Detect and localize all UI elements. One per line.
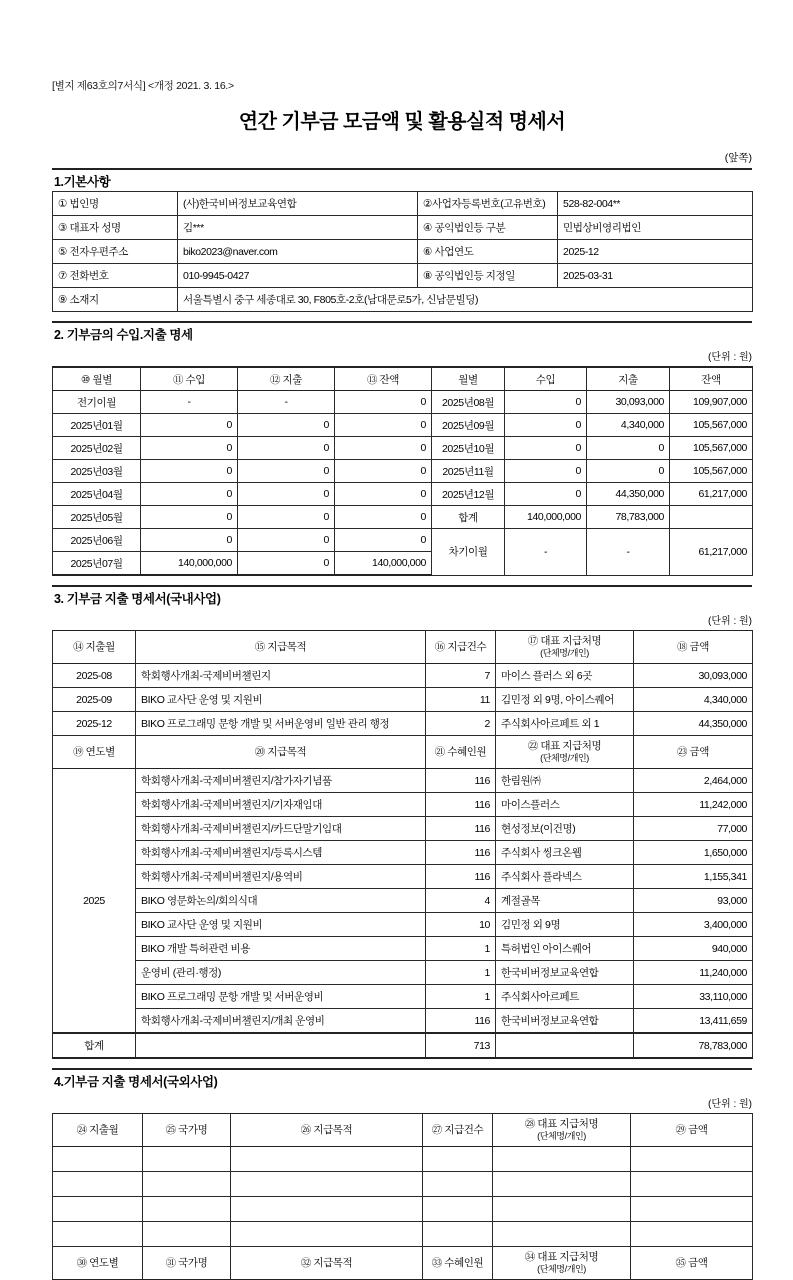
cell-balance: 0 (335, 506, 432, 529)
col-payment-purpose: ⑮ 지급목적 (136, 631, 426, 664)
table-row (53, 1197, 753, 1222)
cell-balance: 0 (335, 414, 432, 437)
cell-expense: 0 (238, 460, 335, 483)
cell-country-name[interactable] (143, 1147, 231, 1172)
col-expense-month: ⑭ 지출월 (53, 631, 136, 664)
table-row (53, 712, 753, 736)
cell-total-income: 140,000,000 (505, 506, 587, 529)
col-income-left: ⑪ 수입 (141, 367, 238, 391)
table-row (53, 414, 753, 437)
table-row (53, 1009, 753, 1034)
section-2-title: 2. 기부금의 수입.지출 명세 (52, 321, 752, 344)
col-payment-purpose: ㉖ 지급목적 (231, 1114, 423, 1147)
cell-payment-purpose: BIKO 교사단 운영 및 지원비 (136, 913, 426, 937)
cell-balance: 0 (335, 483, 432, 506)
cell-payee-name: 한국비버정보교육연합 (496, 961, 634, 985)
cell-payment-purpose: 학회행사개최-국제비버챌린지/참가자기념품 (136, 769, 426, 793)
cell-income: 0 (505, 460, 587, 483)
cell-payment-purpose: BIKO 프로그래밍 문항 개발 및 서버운영비 (136, 985, 426, 1009)
table-row (53, 769, 753, 793)
cell-month: 2025년10월 (432, 437, 505, 460)
cell-payment-purpose: 학회행사개최-국제비버챌린지/등록시스템 (136, 841, 426, 865)
cell-income: 0 (505, 414, 587, 437)
table-row (53, 529, 753, 552)
cell-balance: 61,217,000 (670, 483, 753, 506)
cell-carryforward-income: - (505, 529, 587, 576)
col-payee-name-line2: (단체명/개인) (537, 1264, 586, 1274)
table-header-row (53, 367, 753, 391)
cell-amount: 1,155,341 (634, 865, 753, 889)
cell-expense: - (238, 391, 335, 414)
value-business-reg-no[interactable]: 528-82-004** (558, 192, 753, 216)
col-payee-name-line2: (단체명/개인) (537, 1131, 586, 1141)
col-month-right: 월별 (432, 367, 505, 391)
cell-beneficiary-count: 1 (426, 985, 496, 1009)
cell-total-count: 713 (426, 1033, 496, 1058)
col-amount: ㉓ 금액 (634, 736, 753, 769)
table-row (53, 817, 753, 841)
cell-income: 0 (505, 483, 587, 506)
cell-income: 0 (141, 414, 238, 437)
cell-payment-count[interactable] (423, 1172, 493, 1197)
value-address[interactable]: 서울특별시 중구 세종대로 30, F805호-2호(남대문로5가, 신남문빌딩) (178, 288, 753, 312)
donation-inout-table (52, 366, 753, 576)
cell-amount[interactable] (631, 1172, 753, 1197)
value-corporation-name[interactable]: (사)한국비버정보교육연합 (178, 192, 418, 216)
cell-payment-purpose[interactable] (231, 1222, 423, 1247)
cell-balance: 105,567,000 (670, 414, 753, 437)
table-row (53, 216, 753, 240)
table-row (53, 889, 753, 913)
cell-year-label: 2025 (53, 769, 136, 1034)
cell-amount[interactable] (631, 1147, 753, 1172)
cell-expense: 0 (238, 506, 335, 529)
cell-income: 0 (505, 391, 587, 414)
cell-country-name[interactable] (143, 1222, 231, 1247)
col-payment-count: ㉗ 지급건수 (423, 1114, 493, 1147)
cell-payment-purpose: 학회행사개최-국제비버챌린지/개최 운영비 (136, 1009, 426, 1034)
cell-total-payee (496, 1033, 634, 1058)
cell-expense: 0 (587, 437, 670, 460)
value-phone[interactable]: 010-9945-0427 (178, 264, 418, 288)
label-business-reg-no: ②사업자등록번호(고유번호) (418, 192, 558, 216)
cell-expense: 44,350,000 (587, 483, 670, 506)
cell-amount: 1,650,000 (634, 841, 753, 865)
cell-total-label: 합계 (432, 506, 505, 529)
table-row (53, 483, 753, 506)
cell-payment-purpose: BIKO 교사단 운영 및 지원비 (136, 688, 426, 712)
col-payee-name-line1: ㉘ 대표 지급처명 (524, 1117, 599, 1130)
cell-amount: 30,093,000 (634, 664, 753, 688)
table-row (53, 937, 753, 961)
table-header-row (53, 1247, 753, 1280)
cell-amount[interactable] (631, 1222, 753, 1247)
col-balance-left: ⑬ 잔액 (335, 367, 432, 391)
cell-payee-name: 마이스플러스 (496, 793, 634, 817)
label-address: ⑨ 소재지 (53, 288, 178, 312)
table-row (53, 460, 753, 483)
cell-expense-month[interactable] (53, 1222, 143, 1247)
col-beneficiary-count: ㉑ 수혜인원 (426, 736, 496, 769)
cell-carryforward-label: 차기이월 (432, 529, 505, 576)
label-phone: ⑦ 전화번호 (53, 264, 178, 288)
table-header-row (53, 631, 753, 664)
label-representative-name: ③ 대표자 성명 (53, 216, 178, 240)
cell-payment-purpose[interactable] (231, 1147, 423, 1172)
cell-beneficiary-count: 116 (426, 769, 496, 793)
cell-expense-month: 2025-12 (53, 712, 136, 736)
col-payee-name-line1: ⑰ 대표 지급처명 (527, 634, 602, 647)
col-payee-name (493, 1247, 631, 1280)
page-title: 연간 기부금 모금액 및 활용실적 명세서 (238, 111, 566, 133)
page-side-note: (앞쪽) (724, 152, 752, 164)
table-header-row (53, 1114, 753, 1147)
table-row (53, 793, 753, 817)
table-row (53, 664, 753, 688)
cell-month: 2025년11월 (432, 460, 505, 483)
cell-payment-purpose: BIKO 개발 특허관련 비용 (136, 937, 426, 961)
cell-expense: 0 (238, 414, 335, 437)
cell-amount[interactable] (631, 1197, 753, 1222)
table-row (53, 1222, 753, 1247)
cell-expense: 0 (238, 437, 335, 460)
cell-payee-name[interactable] (493, 1172, 631, 1197)
col-country-name: ㉛ 국가명 (143, 1247, 231, 1280)
cell-month: 2025년06월 (53, 529, 141, 552)
cell-amount: 77,000 (634, 817, 753, 841)
cell-income: - (141, 391, 238, 414)
cell-payment-purpose: 학회행사개최-국제비버챌린지/기자재임대 (136, 793, 426, 817)
cell-amount: 11,242,000 (634, 793, 753, 817)
cell-payee-name: 현성정보(이건명) (496, 817, 634, 841)
cell-payee-name: 마이스 플러스 외 6곳 (496, 664, 634, 688)
domestic-expenditure-table (52, 630, 753, 1059)
cell-amount: 33,110,000 (634, 985, 753, 1009)
cell-beneficiary-count: 116 (426, 865, 496, 889)
table-row (53, 192, 753, 216)
cell-month: 2025년01월 (53, 414, 141, 437)
table-row (53, 961, 753, 985)
cell-payment-purpose[interactable] (231, 1197, 423, 1222)
value-org-type[interactable]: 민법상비영리법인 (558, 216, 753, 240)
cell-month: 2025년08월 (432, 391, 505, 414)
form-code: [별지 제63호의7서식] <개정 2021. 3. 16.> (52, 80, 234, 92)
value-email[interactable]: biko2023@naver.com (178, 240, 418, 264)
cell-income: 0 (141, 460, 238, 483)
cell-payment-purpose: 학회행사개최-국제비버챌린지 (136, 664, 426, 688)
col-by-year: ⑲ 연도별 (53, 736, 136, 769)
table-row (53, 240, 753, 264)
cell-balance: 0 (335, 391, 432, 414)
col-payee-name-line2: (단체명/개인) (540, 648, 589, 658)
cell-amount: 940,000 (634, 937, 753, 961)
cell-payment-purpose: 학회행사개최-국제비버챌린지/카드단말기임대 (136, 817, 426, 841)
label-email: ⑤ 전자우편주소 (53, 240, 178, 264)
cell-beneficiary-count: 1 (426, 937, 496, 961)
col-payment-purpose: ㉜ 지급목적 (231, 1247, 423, 1280)
table-row (53, 506, 753, 529)
col-payment-count: ⑯ 지급건수 (426, 631, 496, 664)
table-row (53, 688, 753, 712)
table-row (53, 913, 753, 937)
cell-month: 2025년02월 (53, 437, 141, 460)
cell-total-expense: 78,783,000 (587, 506, 670, 529)
col-amount: ㉙ 금액 (631, 1114, 753, 1147)
col-payee-name (496, 736, 634, 769)
cell-amount: 3,400,000 (634, 913, 753, 937)
label-org-type: ④ 공익법인등 구분 (418, 216, 558, 240)
cell-balance: 0 (335, 529, 432, 552)
table-row (53, 985, 753, 1009)
unit-note-section3: (단위 : 원) (708, 616, 752, 627)
label-fiscal-year: ⑥ 사업연도 (418, 240, 558, 264)
basic-info-table (52, 191, 753, 312)
cell-amount: 93,000 (634, 889, 753, 913)
cell-beneficiary-count: 116 (426, 841, 496, 865)
cell-expense: 0 (587, 460, 670, 483)
cell-month: 2025년07월 (53, 552, 141, 576)
unit-note-section4: (단위 : 원) (708, 1099, 752, 1110)
cell-expense: 30,093,000 (587, 391, 670, 414)
col-country-name: ㉕ 국가명 (143, 1114, 231, 1147)
col-expense-right: 지출 (587, 367, 670, 391)
cell-beneficiary-count: 116 (426, 1009, 496, 1034)
table-row (53, 1147, 753, 1172)
cell-income: 140,000,000 (141, 552, 238, 576)
cell-month: 2025년03월 (53, 460, 141, 483)
col-by-year: ㉚ 연도별 (53, 1247, 143, 1280)
cell-payment-count[interactable] (423, 1222, 493, 1247)
cell-payment-purpose[interactable] (231, 1172, 423, 1197)
value-fiscal-year[interactable]: 2025-12 (558, 240, 753, 264)
cell-carryforward-expense: - (587, 529, 670, 576)
cell-payment-count[interactable] (423, 1197, 493, 1222)
col-beneficiary-count: ㉝ 수혜인원 (423, 1247, 493, 1280)
cell-payment-count: 7 (426, 664, 496, 688)
cell-balance: 140,000,000 (335, 552, 432, 576)
cell-beneficiary-count: 116 (426, 793, 496, 817)
table-header-row (53, 736, 753, 769)
cell-payee-name: 한국비버정보교육연합 (496, 1009, 634, 1034)
cell-amount: 13,411,659 (634, 1009, 753, 1034)
cell-payment-purpose: 운영비 (관리·행정) (136, 961, 426, 985)
cell-amount: 44,350,000 (634, 712, 753, 736)
table-row (53, 841, 753, 865)
table-total-row (53, 1033, 753, 1058)
col-month-left: ⑩ 월별 (53, 367, 141, 391)
cell-payee-name: 특허법인 아이스퀘어 (496, 937, 634, 961)
col-payee-name (493, 1114, 631, 1147)
cell-beneficiary-count: 1 (426, 961, 496, 985)
cell-income: 0 (141, 529, 238, 552)
table-row (53, 391, 753, 414)
cell-payee-name: 김민정 외 9명, 아이스퀘어 (496, 688, 634, 712)
cell-expense-month: 2025-09 (53, 688, 136, 712)
section-1-title: 1.기본사항 (52, 168, 752, 191)
section-4-title: 4.기부금 지출 명세서(국외사업) (52, 1068, 752, 1091)
cell-payment-purpose: BIKO 프로그래밍 문항 개발 및 서버운영비 일반 관리 행정 (136, 712, 426, 736)
col-payee-name-line1: ㉒ 대표 지급처명 (527, 739, 602, 752)
cell-payment-purpose: BIKO 영문화논의/회의식대 (136, 889, 426, 913)
cell-country-name[interactable] (143, 1197, 231, 1222)
unit-note-section2: (단위 : 원) (708, 352, 752, 363)
cell-total-balance (670, 506, 753, 529)
label-designation-date: ⑧ 공익법인등 지정일 (418, 264, 558, 288)
cell-amount: 2,464,000 (634, 769, 753, 793)
cell-expense: 4,340,000 (587, 414, 670, 437)
cell-payee-name: 계절골목 (496, 889, 634, 913)
cell-balance: 109,907,000 (670, 391, 753, 414)
cell-total-amount: 78,783,000 (634, 1033, 753, 1058)
overseas-expenditure-table (52, 1113, 753, 1280)
col-payee-name (496, 631, 634, 664)
cell-payment-count: 2 (426, 712, 496, 736)
col-amount: ㉟ 금액 (631, 1247, 753, 1280)
cell-income: 0 (141, 506, 238, 529)
cell-balance: 0 (335, 437, 432, 460)
value-designation-date[interactable]: 2025-03-31 (558, 264, 753, 288)
cell-total-purpose (136, 1033, 426, 1058)
cell-expense: 0 (238, 483, 335, 506)
cell-balance: 105,567,000 (670, 460, 753, 483)
cell-payment-count: 11 (426, 688, 496, 712)
col-payee-name-line2: (단체명/개인) (540, 753, 589, 763)
col-income-right: 수입 (505, 367, 587, 391)
table-row (53, 437, 753, 460)
cell-payee-name: 한림원㈜ (496, 769, 634, 793)
table-row (53, 1172, 753, 1197)
cell-amount: 11,240,000 (634, 961, 753, 985)
cell-beneficiary-count: 116 (426, 817, 496, 841)
table-row (53, 264, 753, 288)
cell-month: 2025년05월 (53, 506, 141, 529)
cell-payee-name[interactable] (493, 1147, 631, 1172)
cell-beneficiary-count: 10 (426, 913, 496, 937)
cell-payee-name: 주식회사아르페트 (496, 985, 634, 1009)
cell-payment-purpose: 학회행사개최-국제비버챌린지/용역비 (136, 865, 426, 889)
cell-beneficiary-count: 4 (426, 889, 496, 913)
cell-payee-name: 주식회사아르페트 외 1 (496, 712, 634, 736)
cell-payment-count[interactable] (423, 1147, 493, 1172)
cell-payee-name: 주식회사 플라넥스 (496, 865, 634, 889)
cell-expense-month[interactable] (53, 1172, 143, 1197)
cell-balance: 0 (335, 460, 432, 483)
table-row (53, 865, 753, 889)
cell-month: 2025년12월 (432, 483, 505, 506)
col-balance-right: 잔액 (670, 367, 753, 391)
cell-payee-name[interactable] (493, 1197, 631, 1222)
cell-expense: 0 (238, 552, 335, 576)
cell-expense: 0 (238, 529, 335, 552)
cell-total-label: 합계 (53, 1033, 136, 1058)
col-payment-purpose: ⑳ 지급목적 (136, 736, 426, 769)
cell-carryforward-balance: 61,217,000 (670, 529, 753, 576)
cell-month: 전기이월 (53, 391, 141, 414)
cell-payee-name: 김민정 외 9명 (496, 913, 634, 937)
cell-month: 2025년09월 (432, 414, 505, 437)
col-amount: ⑱ 금액 (634, 631, 753, 664)
cell-expense-month[interactable] (53, 1197, 143, 1222)
cell-income: 0 (141, 437, 238, 460)
cell-income: 0 (505, 437, 587, 460)
label-corporation-name: ① 법인명 (53, 192, 178, 216)
cell-income: 0 (141, 483, 238, 506)
col-expense-month: ㉔ 지출월 (53, 1114, 143, 1147)
cell-month: 2025년04월 (53, 483, 141, 506)
col-payee-name-line1: ㉞ 대표 지급처명 (524, 1250, 599, 1263)
cell-expense-month: 2025-08 (53, 664, 136, 688)
cell-balance: 105,567,000 (670, 437, 753, 460)
cell-payee-name: 주식회사 씽크온웹 (496, 841, 634, 865)
cell-payee-name[interactable] (493, 1222, 631, 1247)
col-expense-left: ⑫ 지출 (238, 367, 335, 391)
cell-expense-month[interactable] (53, 1147, 143, 1172)
cell-country-name[interactable] (143, 1172, 231, 1197)
cell-amount: 4,340,000 (634, 688, 753, 712)
table-row (53, 288, 753, 312)
value-representative-name[interactable]: 김*** (178, 216, 418, 240)
section-3-title: 3. 기부금 지출 명세서(국내사업) (52, 585, 752, 608)
